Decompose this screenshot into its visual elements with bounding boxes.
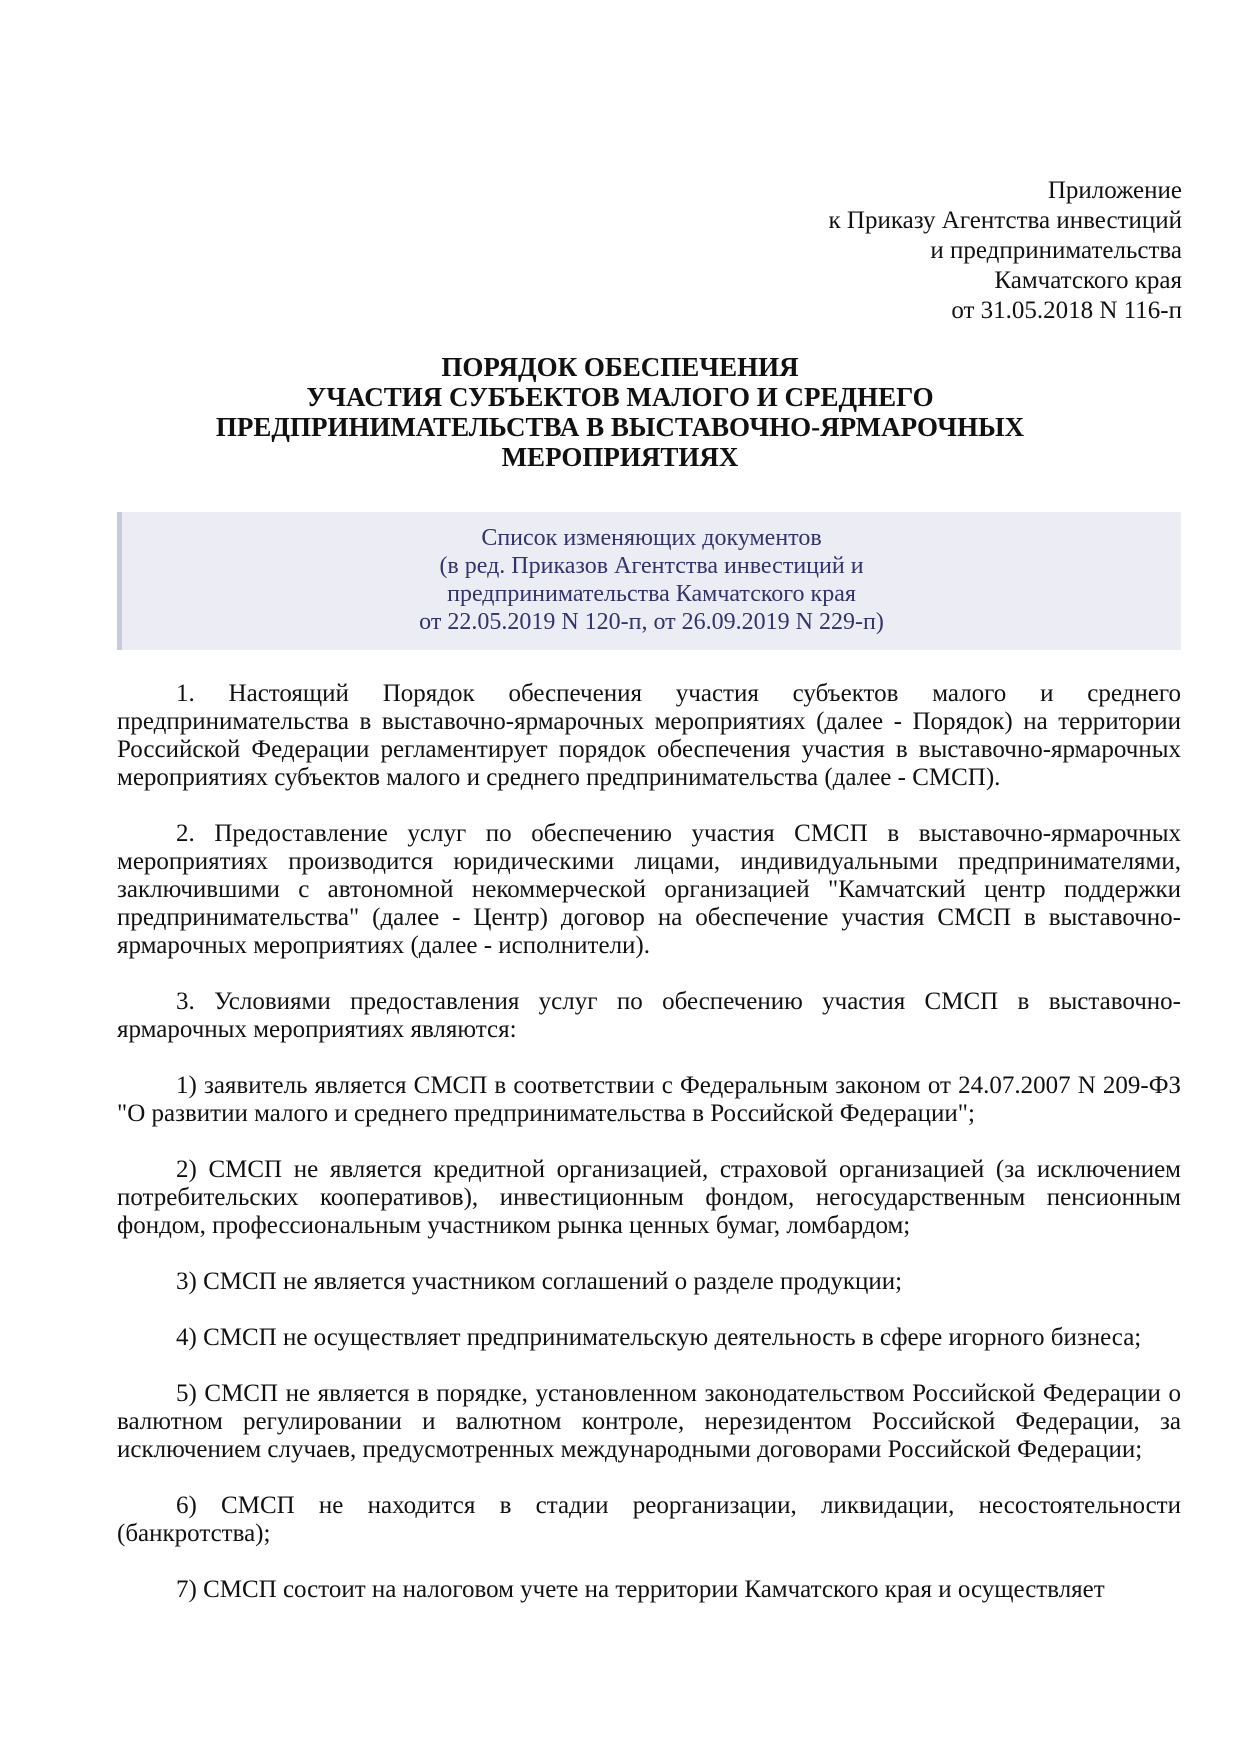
paragraph: 3) СМСП не является участником соглашений о разделе продукции; bbox=[176, 1268, 903, 1295]
document-title bbox=[58, 352, 1182, 472]
title-line: ПОРЯДОК ОБЕСПЕЧЕНИЯ bbox=[441, 352, 799, 382]
changes-box bbox=[117, 512, 1181, 650]
paragraph: 2. Предоставление услуг по обеспечению участия СМСП в выставочно-ярмарочных мероприятиях производится юридическими лицами, индивидуальными предпринимателями, заключившими с автономной некоммерческой организацией "Камчатский центр поддержки предпринимательства" (далее - Центр) договор на обеспечение участия СМСП в выставочно-ярмарочных мероприятиях (далее - исполнители). bbox=[117, 820, 1181, 959]
paragraph: 1. Настоящий Порядок обеспечения участия субъектов малого и среднего предпринимательства в выставочно-ярмарочных мероприятиях (далее - Порядок) на территории Российской Федерации регламентирует порядок обеспечения участия в выставочно-ярмарочных мероприятиях субъектов малого и среднего предпринимательства (далее - СМСП). bbox=[117, 680, 1181, 791]
appendix-line: Приложение bbox=[1047, 177, 1182, 204]
title-line: ПРЕДПРИНИМАТЕЛЬСТВА В ВЫСТАВОЧНО-ЯРМАРОЧНЫХ bbox=[215, 412, 1025, 442]
changes-line: от 22.05.2019 N 120-п, от 26.09.2019 N 229-п) bbox=[419, 609, 884, 635]
changes-line: предпринимательства Камчатского края bbox=[447, 581, 856, 607]
appendix-line: Камчатского края bbox=[994, 267, 1182, 294]
document-body bbox=[117, 680, 1181, 1632]
paragraph: 7) СМСП состоит на налоговом учете на территории Камчатского края и осуществляет bbox=[176, 1576, 1105, 1603]
paragraph: 4) СМСП не осуществляет предпринимательскую деятельность в сфере игорного бизнеса; bbox=[176, 1324, 1142, 1351]
paragraph: 2) СМСП не является кредитной организацией, страховой организацией (за исключением потребительских кооперативов), инвестиционным фондом, негосударственным пенсионным фондом, профессиональным участником рынка ценных бумаг, ломбардом; bbox=[117, 1156, 1181, 1239]
appendix-line: от 31.05.2018 N 116-п bbox=[951, 297, 1182, 324]
paragraph: 1) заявитель является СМСП в соответствии с Федеральным законом от 24.07.2007 N 209-ФЗ "О развитии малого и среднего предпринимательства в Российской Федерации"; bbox=[117, 1072, 1181, 1127]
paragraph: 5) СМСП не является в порядке, установленном законодательством Российской Федерации о валютном регулировании и валютном контроле, нерезидентом Российской Федерации, за исключением случаев, предусмотренных международными договорами Российской Федерации; bbox=[117, 1380, 1181, 1463]
appendix-line: и предпринимательства bbox=[930, 237, 1182, 264]
changes-line: Список изменяющих документов bbox=[481, 525, 822, 551]
title-line: УЧАСТИЯ СУБЪЕКТОВ МАЛОГО И СРЕДНЕГО bbox=[306, 382, 934, 412]
paragraph: 6) СМСП не находится в стадии реорганизации, ликвидации, несостоятельности (банкротства); bbox=[117, 1492, 1181, 1547]
appendix-block bbox=[582, 176, 1182, 326]
paragraph: 3. Условиями предоставления услуг по обеспечению участия СМСП в выставочно-ярмарочных мероприятиях являются: bbox=[117, 988, 1181, 1043]
changes-line: (в ред. Приказов Агентства инвестиций и bbox=[439, 553, 864, 579]
appendix-line: к Приказу Агентства инвестиций bbox=[828, 207, 1182, 234]
title-line: МЕРОПРИЯТИЯХ bbox=[501, 442, 739, 472]
